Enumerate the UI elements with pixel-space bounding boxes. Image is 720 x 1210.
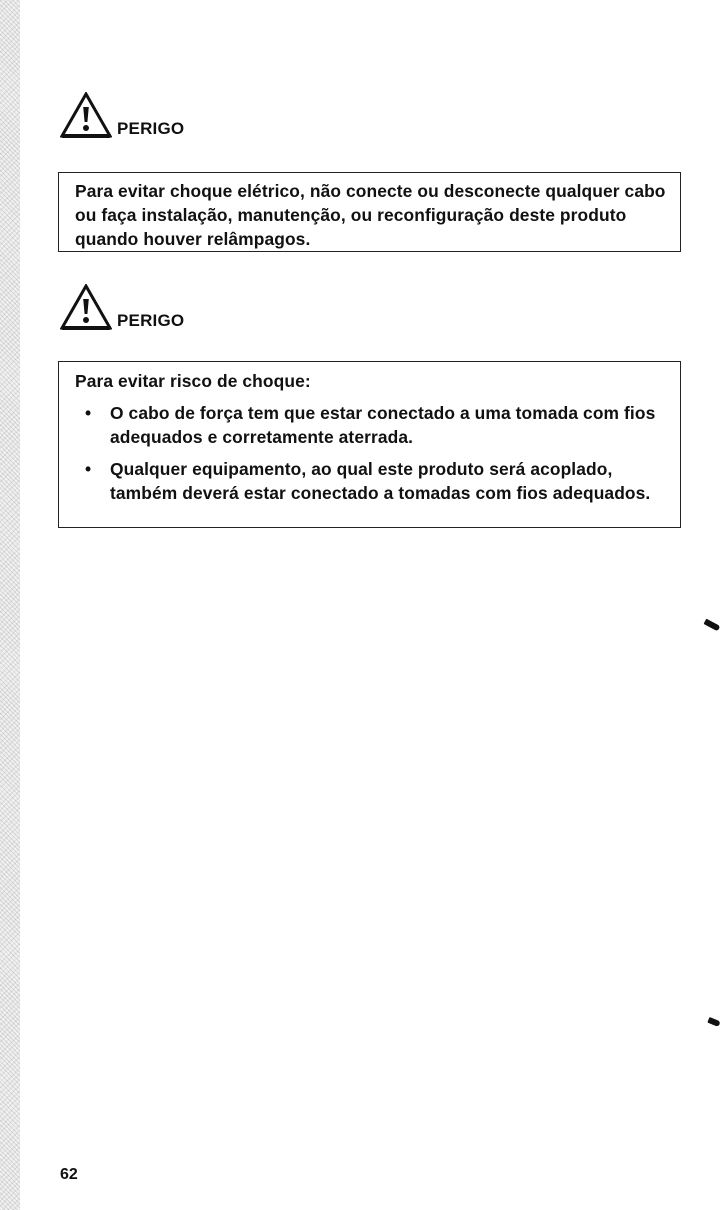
danger-header	[60, 284, 184, 330]
scan-artifact-mark	[707, 1017, 720, 1027]
danger-heading: PERIGO	[117, 119, 185, 138]
bullet-list	[75, 401, 671, 513]
danger-notice-box	[58, 172, 681, 252]
bullet-text: O cabo de força tem que estar conectado a uma tomada com fios adequados e corretamente aterrada.	[110, 403, 656, 447]
danger-header	[60, 92, 184, 138]
bullet-symbol: •	[85, 403, 92, 423]
warning-triangle-icon	[60, 284, 112, 330]
list-item	[75, 457, 671, 505]
bullet-text: Qualquer equipamento, ao qual este produto será acoplado, também deverá estar conectado a tomadas com fios adequados.	[110, 459, 651, 503]
notice-text: Para evitar choque elétrico, não conecte ou desconecte qualquer cabo ou faça instalação, manutenção, ou reconfiguração deste produto quando houver relâmpagos.	[75, 181, 666, 249]
notice-intro: Para evitar risco de choque:	[75, 371, 311, 391]
list-item	[75, 401, 671, 449]
bullet-symbol: •	[85, 459, 92, 479]
page-number: 62	[60, 1166, 78, 1183]
scan-edge-texture	[0, 0, 20, 1210]
danger-heading: PERIGO	[117, 311, 185, 330]
warning-triangle-icon	[60, 92, 112, 138]
danger-notice-box	[58, 361, 681, 528]
scan-artifact-mark	[704, 619, 720, 632]
